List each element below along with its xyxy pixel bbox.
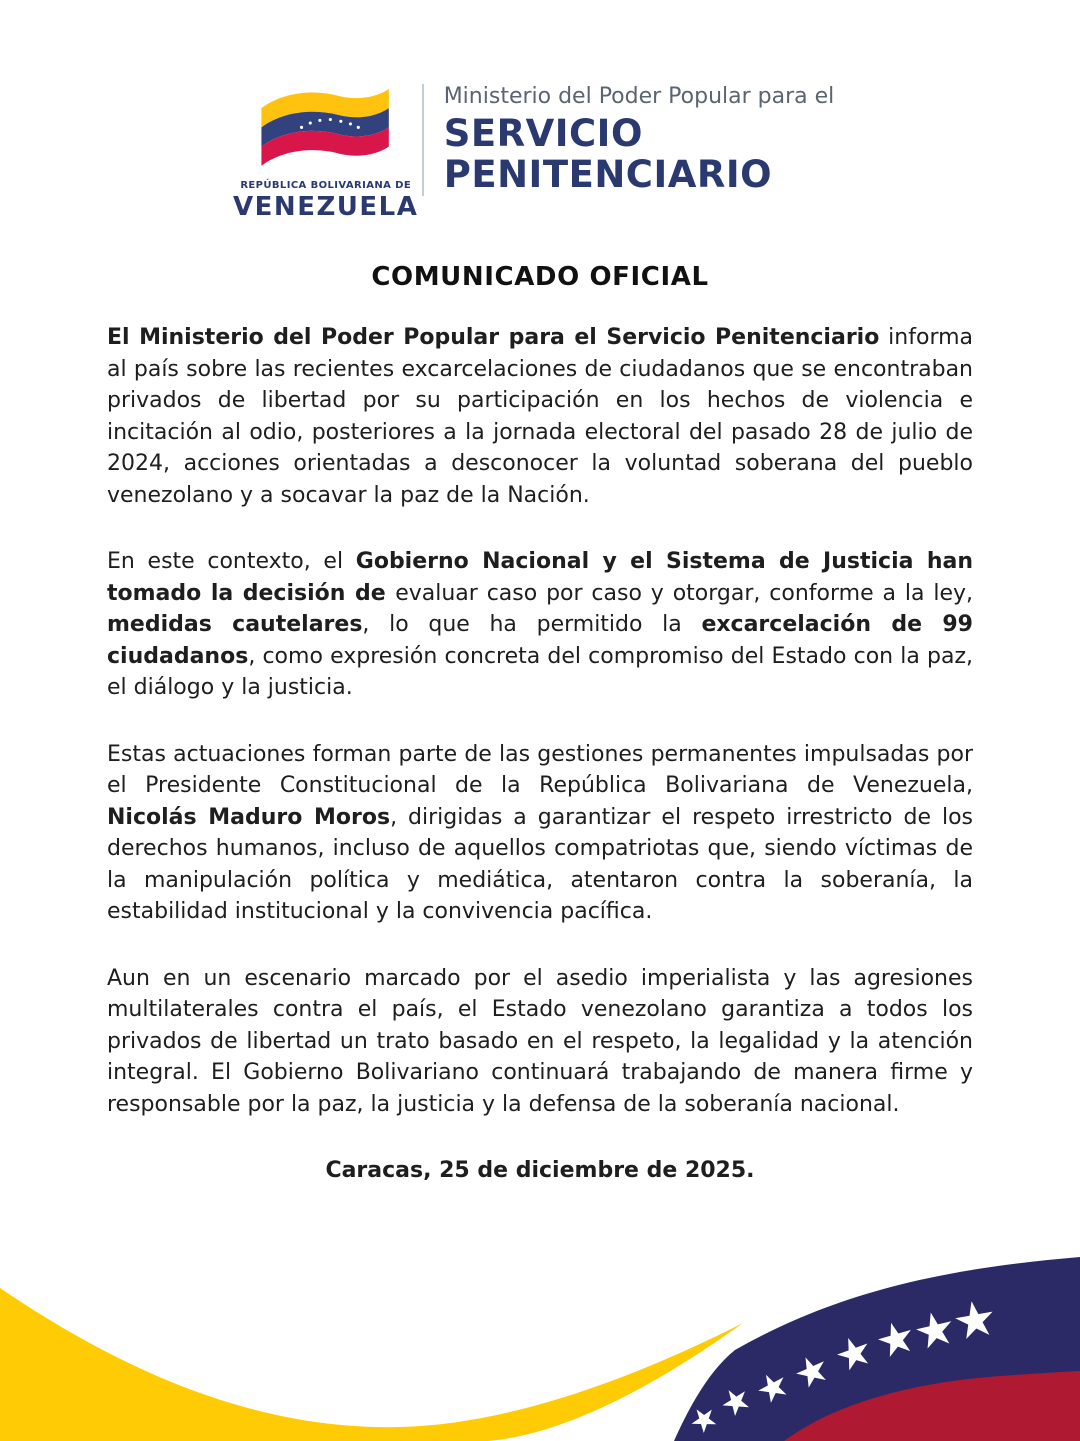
header-divider (422, 84, 424, 196)
communique-title: COMUNICADO OFICIAL (371, 262, 709, 292)
ministry-title-block (444, 82, 835, 195)
ministry-name-line1: SERVICIO (443, 112, 643, 155)
ministry-subtitle: Ministerio del Poder Popular para el (443, 84, 835, 109)
ministry-name-line2: PENITENCIARIO (443, 153, 773, 196)
waving-flag-icon (248, 82, 404, 178)
paragraph-3: Estas actuaciones forman parte de las gestiones permanentes impulsadas por el Presidente Constitucional de la República Bolivariana de Venezuela, Nicolás Maduro Moros, dirigidas a garantizar el respeto irrestricto de los derechos humanos, incluso de aquellos compatriotas que, siendo víctimas de la manipulación política y mediática, atentaron contra la soberanía, la estabilidad institucional y la convivencia pacífica. (107, 741, 973, 924)
paragraph-1: El Ministerio del Poder Popular para el Servicio Penitenciario informa al país sobre las recientes excarcelaciones de ciudadanos que se encontraban privados de libertad por su participación en los hechos de violencia e incitación al odio, posteriores a la jornada electoral del pasado 28 de julio de 2024, acciones orientadas a desconocer la voluntad soberana del pueblo venezolano y a socavar la paz de la Nación. (107, 325, 974, 508)
dateline: Caracas, 25 de diciembre de 2025. (325, 1158, 755, 1183)
wave-yellow-band (0, 1288, 743, 1441)
logo-country-large-label: VENEZUELA (233, 192, 419, 222)
logo-country-small-label: REPÚBLICA BOLIVARIANA DE (240, 180, 412, 191)
venezuela-flag-logo (233, 82, 419, 222)
paragraph-2: En este contexto, el Gobierno Nacional y el Sistema de Justicia han tomado la decisión de evaluar caso por caso y otorgar, conforme a la ley, medidas cautelares, lo que ha permitido la excarcelación de 99 ciudadanos, como expresión concreta del compromiso del Estado con la paz, el diálogo y la justicia. (107, 549, 973, 700)
ministry-header (0, 0, 1080, 222)
paragraph-4: Aun en un escenario marcado por el asedio imperialista y las agresiones multilaterales contra el país, el Estado venezolano garantiza a todos los privados de libertad un trato basado en el respeto, la legalidad y la atención integral. El Gobierno Bolivariano continuará trabajando de manera firme y responsable por la paz, la justicia y la defensa de la soberanía nacional. (107, 965, 973, 1117)
communique-body (0, 222, 1080, 1187)
flag-wave-decoration (0, 1230, 1080, 1441)
